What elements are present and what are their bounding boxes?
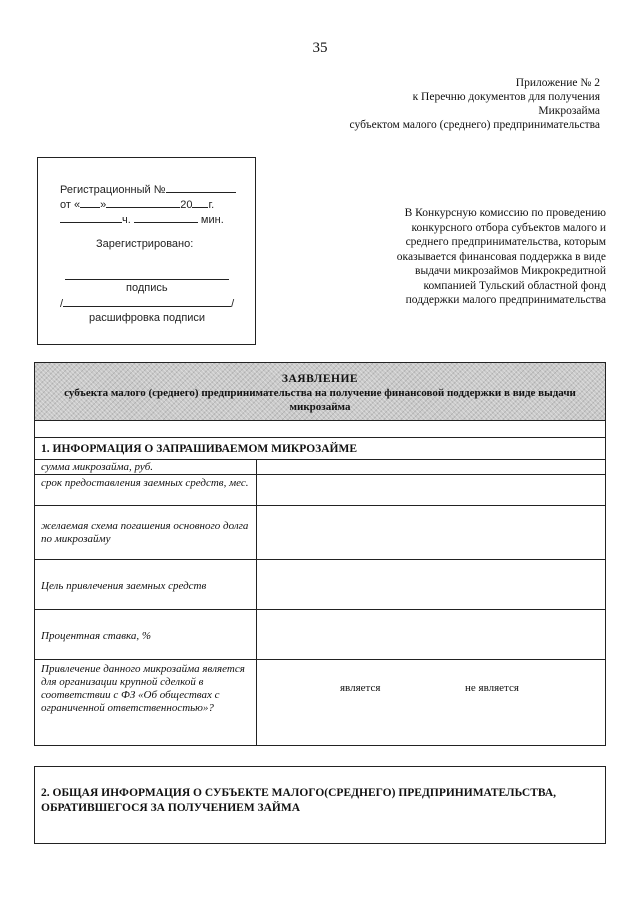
decoding-label: расшифровка подписи (89, 312, 206, 324)
section2-title-cont: ОБРАТИВШЕГОСЯ ЗА ПОЛУЧЕНИЕМ ЗАЙМА (41, 802, 301, 814)
reg-date-row (60, 197, 214, 211)
page-number: 35 (312, 40, 328, 56)
loan-amount-field[interactable] (257, 460, 605, 474)
blank-row (35, 420, 605, 438)
table-row (35, 460, 605, 475)
application-subtitle-cont: микрозайма (289, 401, 351, 413)
commission-line: выдачи микрозаймов Микрокредитной (415, 265, 606, 277)
loan-purpose-field[interactable] (257, 560, 605, 609)
application-subtitle: субъекта малого (среднего) предпринимательства на получение финансовой поддержки в виде выдачи (64, 387, 576, 399)
month-field[interactable] (106, 197, 180, 208)
appendix-line: Приложение № 2 (515, 77, 600, 89)
reg-time-row (60, 212, 224, 226)
section1-title: 1. ИНФОРМАЦИЯ О ЗАПРАШИВАЕМОМ МИКРОЗАЙМЕ (35, 438, 605, 460)
option-is-not[interactable]: не является (465, 682, 519, 694)
interest-rate-field[interactable] (257, 610, 605, 659)
year-suffix: г. (208, 199, 215, 211)
date-from-label: от « (60, 199, 81, 211)
appendix-line: к Перечню документов для получения (412, 91, 600, 103)
reg-number-field[interactable] (166, 182, 236, 193)
year-prefix: 20 (180, 199, 193, 211)
appendix-line: субъектом малого (среднего) предпринимательства (349, 119, 600, 131)
registration-box (37, 157, 256, 345)
hours-field[interactable] (60, 212, 122, 223)
commission-line: поддержки малого предпринимательства (405, 294, 606, 306)
reg-number-row (60, 182, 236, 196)
application-header (35, 363, 605, 421)
table-row (35, 506, 605, 560)
appendix-note (350, 76, 600, 132)
microloan-info-table (34, 362, 606, 746)
commission-line: оказывается финансовая поддержка в виде (396, 250, 606, 263)
slash-left: / (60, 298, 64, 310)
hours-label: ч. (122, 214, 131, 226)
row-label: Привлечение данного микрозайма является для организации крупной сделкой в соответствии с ФЗ «Об обществах с ограниченной ответственностью»? (35, 660, 257, 745)
table-row (35, 475, 605, 506)
reg-number-label: Регистрационный № (60, 184, 166, 196)
slash-right: / (231, 298, 235, 310)
commission-address (376, 206, 606, 308)
table-row (35, 560, 605, 610)
loan-term-field[interactable] (257, 475, 605, 505)
section2-title: 2. ОБЩАЯ ИНФОРМАЦИЯ О СУБЪЕКТЕ МАЛОГО(СРЕДНЕГО) ПРЕДПРИНИМАТЕЛЬСТВА, (41, 787, 557, 799)
signature-label: подпись (126, 282, 168, 294)
row-label: Цель привлечения заемных средств (35, 560, 257, 609)
major-deal-choice (257, 660, 605, 745)
registered-label: Зарегистрировано: (96, 238, 194, 250)
section2-header (34, 766, 606, 844)
commission-line: среднего предпринимательства, которым (405, 236, 606, 248)
minutes-field[interactable] (134, 212, 198, 223)
appendix-line: Микрозайма (538, 105, 600, 117)
table-row (35, 660, 605, 745)
row-label: желаемая схема погашения основного долга по микрозайму (35, 506, 257, 559)
option-is[interactable]: является (340, 682, 381, 694)
year-field[interactable] (192, 197, 208, 208)
minutes-label: мин. (200, 214, 224, 226)
row-label: Процентная ставка, % (35, 610, 257, 659)
quote-close: » (100, 199, 107, 211)
decoding-row (60, 296, 234, 310)
decoding-field[interactable] (63, 296, 231, 307)
row-label: сумма микрозайма, руб. (35, 460, 257, 474)
signature-line[interactable] (65, 279, 229, 280)
day-field[interactable] (80, 197, 100, 208)
commission-line: компанией Тульский областной фонд (423, 279, 606, 292)
commission-line: конкурсного отбора субъектов малого и (411, 221, 606, 234)
application-title: ЗАЯВЛЕНИЕ (281, 373, 359, 385)
row-label: срок предоставления заемных средств, мес. (35, 475, 257, 505)
table-row (35, 610, 605, 660)
commission-line: В Конкурсную комиссию по проведению (404, 207, 606, 219)
repayment-scheme-field[interactable] (257, 506, 605, 559)
